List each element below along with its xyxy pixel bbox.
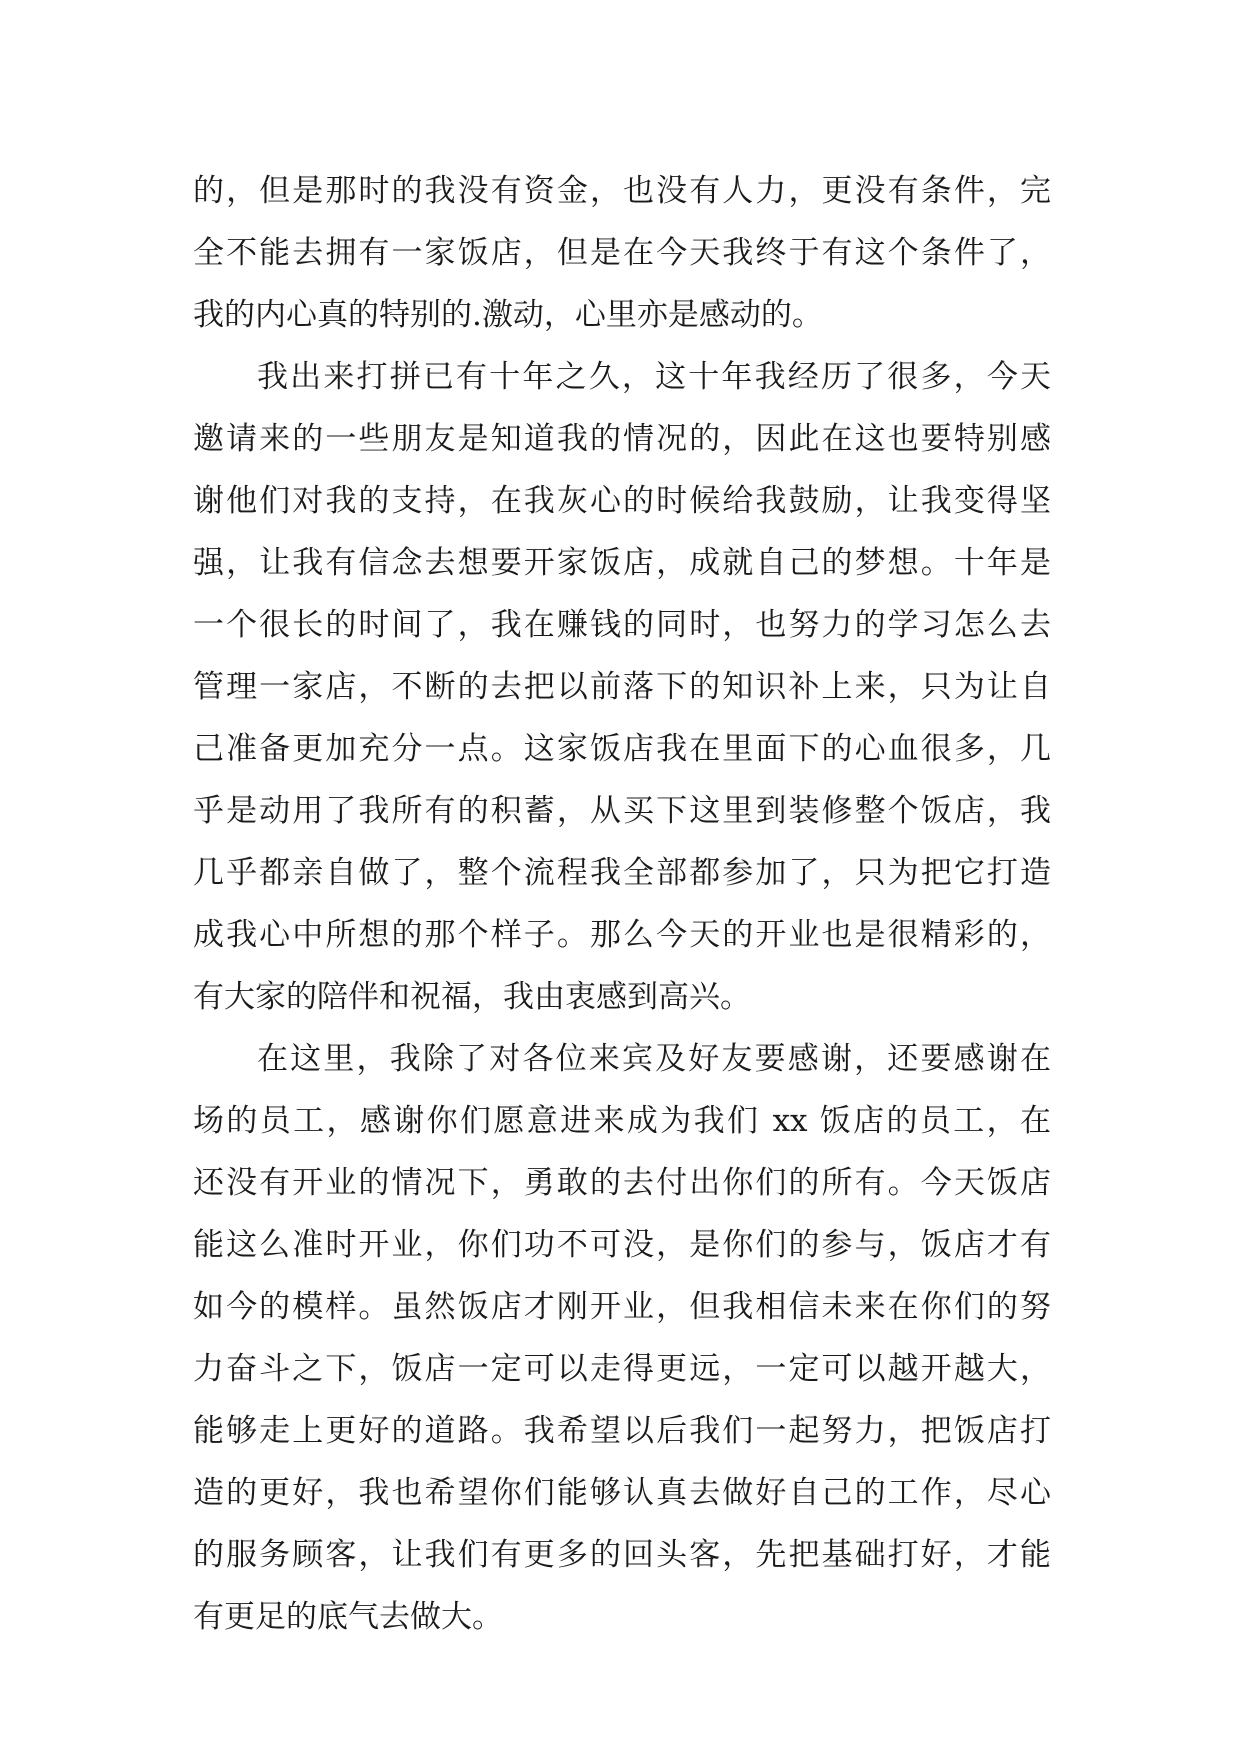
text-line: 的，但是那时的我没有资金，也没有人力，更没有条件，完 (193, 173, 1051, 209)
text-line: 有大家的陪伴和祝福，我由衷感到高兴。 (193, 979, 751, 1015)
text-line: 己准备更加充分一点。这家饭店我在里面下的心血很多，几 (193, 731, 1051, 767)
document-body (193, 160, 1051, 1648)
text-line: 几乎都亲自做了，整个流程我全部都参加了，只为把它打造 (193, 855, 1051, 891)
text-line: 有更足的底气去做大。 (193, 1599, 503, 1635)
text-line: 一个很长的时间了，我在赚钱的同时，也努力的学习怎么去 (193, 607, 1051, 643)
text-line: 能够走上更好的道路。我希望以后我们一起努力，把饭店打 (193, 1413, 1051, 1449)
text-line: 还没有开业的情况下，勇敢的去付出你们的所有。今天饭店 (193, 1165, 1051, 1201)
text-line: 我出来打拼已有十年之久，这十年我经历了很多，今天 (257, 359, 1051, 395)
text-line: 如今的模样。虽然饭店才刚开业，但我相信未来在你们的努 (193, 1289, 1051, 1325)
text-line: 场的员工，感谢你们愿意进来成为我们 xx 饭店的员工，在 (193, 1103, 1051, 1139)
text-line: 乎是动用了我所有的积蓄，从买下这里到装修整个饭店，我 (193, 793, 1051, 829)
text-line: 造的更好，我也希望你们能够认真去做好自己的工作，尽心 (193, 1475, 1051, 1511)
text-line: 强，让我有信念去想要开家饭店，成就自己的梦想。十年是 (193, 545, 1051, 581)
text-line: 在这里，我除了对各位来宾及好友要感谢，还要感谢在 (257, 1041, 1051, 1077)
text-line: 我的内心真的特别的.激动，心里亦是感动的。 (193, 297, 823, 333)
text-line: 成我心中所想的那个样子。那么今天的开业也是很精彩的， (193, 917, 1051, 953)
text-line: 的服务顾客，让我们有更多的回头客，先把基础打好，才能 (193, 1537, 1051, 1573)
text-line: 谢他们对我的支持，在我灰心的时候给我鼓励，让我变得坚 (193, 483, 1051, 519)
paragraph-2 (193, 346, 1051, 1028)
text-line: 能这么准时开业，你们功不可没，是你们的参与，饭店才有 (193, 1227, 1051, 1263)
text-line: 管理一家店，不断的去把以前落下的知识补上来，只为让自 (193, 669, 1051, 705)
text-line: 力奋斗之下，饭店一定可以走得更远，一定可以越开越大， (193, 1351, 1051, 1387)
text-line: 邀请来的一些朋友是知道我的情况的，因此在这也要特别感 (193, 421, 1051, 457)
paragraph-3 (193, 1028, 1051, 1648)
paragraph-1 (193, 160, 1051, 346)
text-line: 全不能去拥有一家饭店，但是在今天我终于有这个条件了， (193, 235, 1051, 271)
